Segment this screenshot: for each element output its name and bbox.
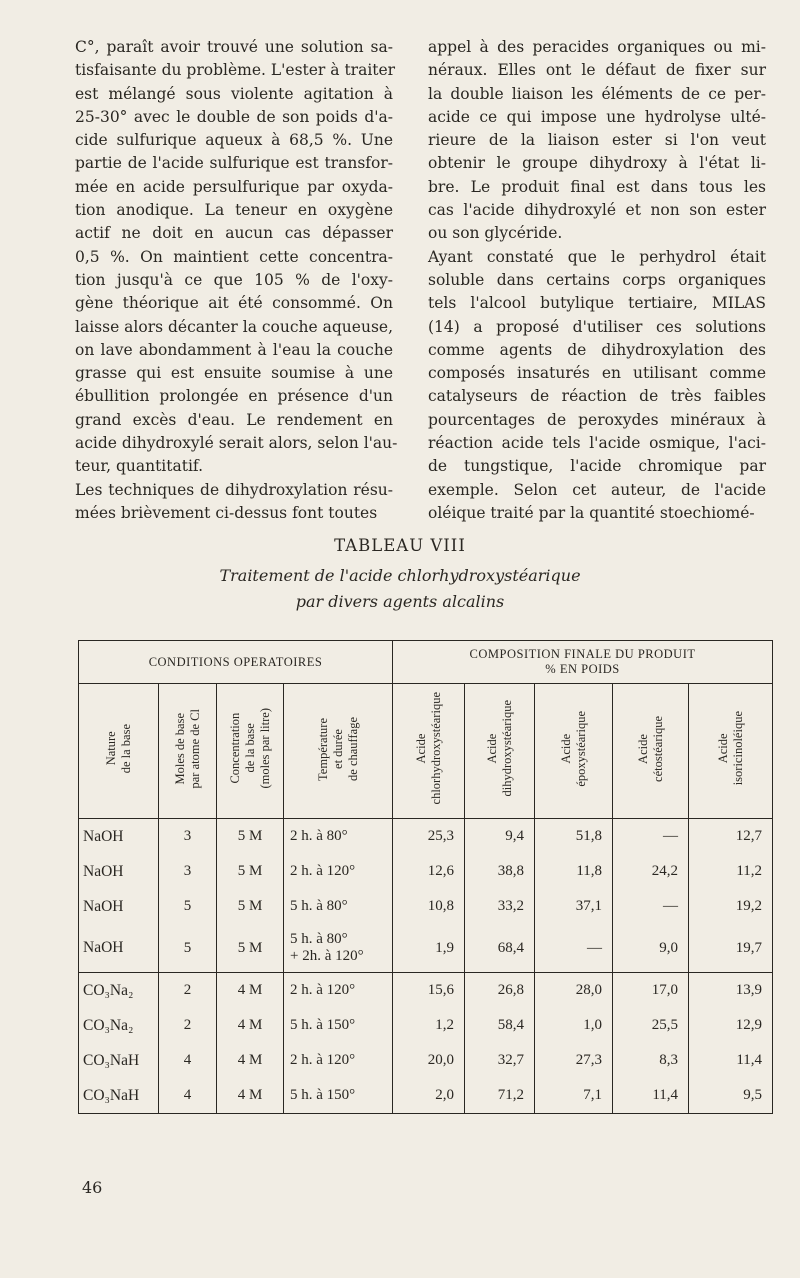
col-header-label-line: cétostéarique: [650, 715, 665, 782]
table-row: [79, 1008, 773, 1043]
left-column-line: tion jusqu'à ce que 105 % de l'oxy-: [75, 270, 393, 289]
right-column-line: cas l'acide dihydroxylé et non son ester: [428, 201, 766, 220]
cell-epoxy: 1,0: [535, 1008, 613, 1043]
col-header-label-line: Concentration: [227, 713, 242, 784]
cell-epoxy: —: [535, 924, 613, 973]
table-row: [79, 854, 773, 889]
col-header-label-line: Acide: [484, 733, 499, 764]
col-header-epoxy: [535, 684, 613, 819]
cell-moles-base: 2: [159, 1008, 217, 1043]
col-header-label-line: de chauffage: [345, 716, 360, 781]
cell-concentration: 5 M: [217, 889, 284, 924]
cell-temperature: [284, 973, 393, 1009]
left-column-line: acide dihydroxylé serait alors, selon l'au-: [75, 434, 398, 453]
cell-temperature-line1: 2 h. à 120°: [290, 982, 356, 998]
cell-isoricinoleic: 19,7: [689, 924, 773, 973]
column-header-row: [79, 684, 773, 819]
right-column-line: appel à des peracides organiques ou mi-: [428, 38, 766, 56]
col-header-label: [414, 692, 444, 804]
col-header-label-line: Acide: [635, 733, 650, 764]
col-header-label-line: (moles par litre): [257, 708, 272, 789]
col-header-concentration: [217, 684, 284, 819]
composition-group-label-line1: COMPOSITION FINALE DU PRODUIT: [469, 647, 696, 661]
cell-epoxy: 37,1: [535, 889, 613, 924]
table-subtitle-line2: par divers agents alcalins: [295, 592, 505, 611]
col-header-label-line: isoricinoléique: [730, 711, 745, 786]
cell-temperature-line1: 2 h. à 80°: [290, 828, 348, 844]
right-column-line: tels l'alcool butylique tertiaire, MILAS: [428, 294, 766, 313]
left-column-line: laisse alors décanter la couche aqueuse,: [75, 317, 393, 336]
table-row: [79, 1043, 773, 1078]
cell-temperature-line1: 2 h. à 120°: [290, 1052, 356, 1068]
col-header-label: [559, 711, 589, 787]
cell-chlorhydroxy: 12,6: [393, 854, 465, 889]
cell-temperature-line2: + 2h. à 120°: [290, 948, 364, 964]
right-column-line: comme agents de dihydroxylation des: [428, 340, 766, 359]
col-header-label-line: Moles de base: [172, 712, 187, 785]
cell-temperature-line1: 5 h. à 150°: [290, 1087, 356, 1103]
cell-dihydroxy: 58,4: [465, 1008, 535, 1043]
cell-ceto: 24,2: [613, 854, 689, 889]
right-column-line: Ayant constaté que le perhydrol était: [428, 247, 766, 266]
right-column-line: pourcentages de peroxydes minéraux à: [428, 410, 766, 429]
cell-temperature: [284, 889, 393, 924]
col-header-label-line: Acide: [413, 733, 428, 764]
cell-epoxy: 28,0: [535, 973, 613, 1009]
cell-nature-base: CO₃Na₂: [79, 973, 159, 1009]
cell-temperature: [284, 1008, 393, 1043]
left-text-column: [75, 36, 398, 525]
cell-chlorhydroxy: 2,0: [393, 1078, 465, 1114]
col-header-label-line: dihydroxystéarique: [499, 700, 514, 797]
left-column-line: mées brièvement ci-dessus font toutes: [75, 503, 378, 522]
table-title: TABLEAU VIII: [334, 536, 466, 555]
cell-dihydroxy: 68,4: [465, 924, 535, 973]
right-column-line: ou son glycéride.: [428, 224, 563, 243]
left-column-line: partie de l'acide sulfurique est transfor-: [75, 154, 393, 173]
cell-chlorhydroxy: 15,6: [393, 973, 465, 1009]
cell-nature-base: CO₃NaH: [79, 1043, 159, 1078]
col-header-label: [173, 709, 203, 789]
cell-isoricinoleic: 12,7: [689, 819, 773, 855]
cell-moles-base: 2: [159, 973, 217, 1009]
table-row: [79, 1078, 773, 1114]
cell-dihydroxy: 33,2: [465, 889, 535, 924]
cell-moles-base: 4: [159, 1078, 217, 1114]
col-header-moles-base: [159, 684, 217, 819]
left-column-line: mée en acide persulfurique par oxyda-: [75, 177, 393, 196]
cell-temperature: [284, 1078, 393, 1114]
left-column-line: est mélangé sous violente agitation à: [75, 84, 393, 103]
left-column-line: actif ne doit en aucun cas dépasser: [75, 224, 393, 243]
cell-ceto: 8,3: [613, 1043, 689, 1078]
col-header-label: [104, 724, 134, 773]
cell-dihydroxy: 38,8: [465, 854, 535, 889]
left-column-line: Les techniques de dihydroxylation résu-: [75, 480, 393, 499]
cell-concentration: 4 M: [217, 1078, 284, 1114]
col-header-chlorhydroxy: [393, 684, 465, 819]
cell-concentration: 4 M: [217, 1043, 284, 1078]
table-row: [79, 924, 773, 973]
cell-moles-base: 5: [159, 889, 217, 924]
cell-chlorhydroxy: 10,8: [393, 889, 465, 924]
cell-concentration: 4 M: [217, 973, 284, 1009]
table-row: [79, 889, 773, 924]
conditions-group-label: CONDITIONS OPERATOIRES: [148, 654, 323, 669]
cell-concentration: 5 M: [217, 819, 284, 855]
left-column-line: ébullition prolongée en présence d'un: [75, 387, 393, 406]
right-column-line: catalyseurs de réaction de très faibles: [428, 387, 766, 406]
cell-nature-base: CO₃NaH: [79, 1078, 159, 1114]
col-header-label-line: Acide: [715, 733, 730, 764]
cell-temperature-line1: 5 h. à 150°: [290, 1017, 356, 1033]
cell-epoxy: 11,8: [535, 854, 613, 889]
cell-ceto: 17,0: [613, 973, 689, 1009]
right-column-line: rieure de la liaison ester si l'on veut: [428, 131, 766, 150]
cell-chlorhydroxy: 25,3: [393, 819, 465, 855]
left-column-line: gène théorique ait été consommé. On: [75, 294, 393, 313]
col-header-label: [636, 716, 666, 782]
left-column-line: 25-30° avec le double de son poids d'a-: [75, 107, 393, 126]
composition-group-header: [393, 641, 773, 684]
col-header-label-line: époxystéarique: [573, 710, 588, 787]
col-header-label-line: Acide: [558, 733, 573, 764]
cell-ceto: 25,5: [613, 1008, 689, 1043]
left-column-line: teur, quantitatif.: [75, 457, 204, 476]
cell-dihydroxy: 9,4: [465, 819, 535, 855]
cell-dihydroxy: 71,2: [465, 1078, 535, 1114]
col-header-nature-base: [79, 684, 159, 819]
col-header-ceto: [613, 684, 689, 819]
left-column-line: grasse qui est ensuite soumise à une: [75, 364, 393, 383]
col-header-label-line: par atome de Cl: [187, 708, 202, 789]
cell-chlorhydroxy: 1,9: [393, 924, 465, 973]
cell-concentration: 5 M: [217, 854, 284, 889]
table-row: [79, 819, 773, 855]
cell-ceto: —: [613, 819, 689, 855]
cell-epoxy: 7,1: [535, 1078, 613, 1114]
cell-temperature: [284, 819, 393, 855]
cell-isoricinoleic: 13,9: [689, 973, 773, 1009]
left-column-line: tisfaisante du problème. L'ester à traiter: [75, 61, 396, 80]
cell-temperature: [284, 924, 393, 973]
right-column-line: réaction acide tels l'acide osmique, l'aci-: [428, 434, 766, 453]
left-column-line: 0,5 %. On maintient cette concentra-: [75, 247, 393, 266]
cell-temperature-line1: 5 h. à 80°: [290, 898, 348, 914]
table-body: [79, 819, 773, 1114]
cell-moles-base: 3: [159, 819, 217, 855]
col-header-label-line: Température: [315, 717, 330, 780]
col-header-label-line: de la base: [118, 723, 133, 774]
results-table: [78, 640, 773, 1114]
col-header-label: [485, 700, 515, 797]
col-header-label-line: de la base: [242, 723, 257, 774]
col-header-label: [716, 711, 746, 785]
table-subtitle-line1: Traitement de l'acide chlorhydroxystéarique: [219, 566, 581, 585]
col-header-dihydroxy: [465, 684, 535, 819]
cell-ceto: 11,4: [613, 1078, 689, 1114]
cell-concentration: 5 M: [217, 924, 284, 973]
left-column-line: cide sulfurique aqueux à 68,5 %. Une: [75, 131, 393, 150]
col-header-temperature: [284, 684, 393, 819]
cell-isoricinoleic: 9,5: [689, 1078, 773, 1114]
right-column-line: bre. Le produit final est dans tous les: [428, 177, 766, 196]
right-column-line: soluble dans certains corps organiques: [428, 270, 766, 289]
right-column-line: oléique traité par la quantité stoechiomé-: [428, 503, 755, 522]
cell-temperature-line1: 2 h. à 120°: [290, 863, 356, 879]
col-header-label-line: Nature: [103, 731, 118, 766]
page-number: 46: [82, 1178, 103, 1197]
cell-isoricinoleic: 12,9: [689, 1008, 773, 1043]
cell-nature-base: CO₃Na₂: [79, 1008, 159, 1043]
cell-nature-base: NaOH: [79, 889, 159, 924]
col-header-label: [228, 708, 273, 789]
cell-moles-base: 4: [159, 1043, 217, 1078]
right-column-line: (14) a proposé d'utiliser ces solutions: [428, 317, 766, 336]
right-column-line: la double liaison les éléments de ce per-: [428, 84, 766, 103]
cell-moles-base: 3: [159, 854, 217, 889]
right-column-line: obtenir le groupe dihydroxy à l'état li-: [428, 154, 766, 173]
cell-temperature-line1: 5 h. à 80°: [290, 931, 348, 947]
cell-nature-base: NaOH: [79, 819, 159, 855]
right-column-line: composés insaturés en utilisant comme: [428, 364, 766, 383]
cell-chlorhydroxy: 1,2: [393, 1008, 465, 1043]
left-column-line: tion anodique. La teneur en oxygène: [75, 201, 393, 220]
cell-dihydroxy: 32,7: [465, 1043, 535, 1078]
cell-isoricinoleic: 11,4: [689, 1043, 773, 1078]
right-column-line: de tungstique, l'acide chromique par: [428, 457, 766, 476]
left-column-line: C°, paraît avoir trouvé une solution sa-: [75, 38, 393, 56]
cell-isoricinoleic: 11,2: [689, 854, 773, 889]
cell-ceto: 9,0: [613, 924, 689, 973]
cell-nature-base: NaOH: [79, 924, 159, 973]
cell-nature-base: NaOH: [79, 854, 159, 889]
right-column-line: néraux. Elles ont le défaut de fixer sur: [428, 61, 766, 80]
left-column-line: on lave abondamment à l'eau la couche: [75, 340, 393, 359]
col-header-label-line: et durée: [330, 728, 345, 769]
right-text-column: [428, 36, 766, 525]
cell-epoxy: 51,8: [535, 819, 613, 855]
conditions-group-header: [79, 641, 393, 684]
results-table-wrapper: [78, 640, 772, 1158]
cell-concentration: 4 M: [217, 1008, 284, 1043]
right-column-line: exemple. Selon cet auteur, de l'acide: [428, 480, 766, 499]
cell-moles-base: 5: [159, 924, 217, 973]
cell-chlorhydroxy: 20,0: [393, 1043, 465, 1078]
cell-isoricinoleic: 19,2: [689, 889, 773, 924]
left-column-line: grand excès d'eau. Le rendement en: [75, 410, 393, 429]
cell-ceto: —: [613, 889, 689, 924]
cell-temperature: [284, 1043, 393, 1078]
cell-epoxy: 27,3: [535, 1043, 613, 1078]
table-row: [79, 973, 773, 1009]
col-header-label: [316, 717, 361, 781]
col-header-isoricinoleic: [689, 684, 773, 819]
composition-group-label-line2: % EN POIDS: [545, 662, 620, 676]
cell-temperature: [284, 854, 393, 889]
col-header-label-line: chlorhydroxystéarique: [428, 692, 443, 805]
right-column-line: acide ce qui impose une hydrolyse ulté-: [428, 107, 766, 126]
cell-dihydroxy: 26,8: [465, 973, 535, 1009]
